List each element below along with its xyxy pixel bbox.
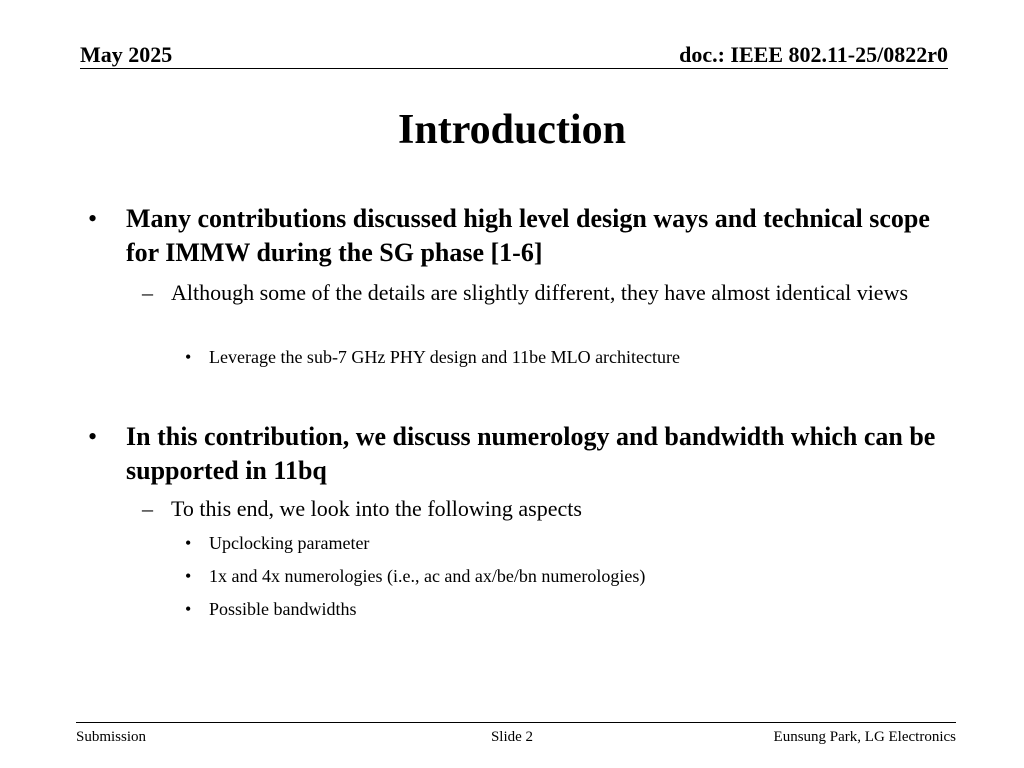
bullet-level3-text: Upclocking parameter	[209, 533, 370, 553]
header-date: May 2025	[80, 42, 173, 67]
bullet-level2-text: Although some of the details are slightly different, they have almost identical views	[171, 280, 909, 305]
bullet-level1-text: Many contributions discussed high level design ways and technical scope for IMMW during the SG phase [1-6]	[126, 204, 930, 267]
footer-divider	[76, 722, 956, 723]
header-divider	[80, 68, 948, 69]
bullet-level2-text: To this end, we look into the following aspects	[171, 496, 582, 521]
header-doc-id: doc.: IEEE 802.11-25/0822r0	[679, 42, 948, 67]
bullet-level3-text: 1x and 4x numerologies (i.e., ac and ax/be/bn numerologies)	[209, 566, 646, 586]
bullet-level3-text: Leverage the sub-7 GHz PHY design and 11be MLO architecture	[209, 347, 681, 367]
bullet-marker: •	[88, 204, 98, 233]
footer-slide-number: Slide 2	[490, 729, 534, 745]
bullet-marker: •	[88, 422, 98, 451]
bullet-marker: •	[185, 599, 192, 619]
dash-marker: –	[142, 280, 153, 305]
footer-author: Eunsung Park, LG Electronics	[773, 729, 956, 745]
bullet-marker: •	[185, 566, 192, 586]
slide-title: Introduction	[398, 107, 626, 153]
bullet-level1-text: In this contribution, we discuss numerology and bandwidth which can be supported in 11bq	[126, 422, 936, 485]
bullet-marker: •	[185, 347, 192, 367]
footer-submission: Submission	[76, 729, 147, 745]
dash-marker: –	[142, 496, 153, 521]
bullet-level3-text: Possible bandwidths	[209, 599, 357, 619]
bullet-marker: •	[185, 533, 192, 553]
